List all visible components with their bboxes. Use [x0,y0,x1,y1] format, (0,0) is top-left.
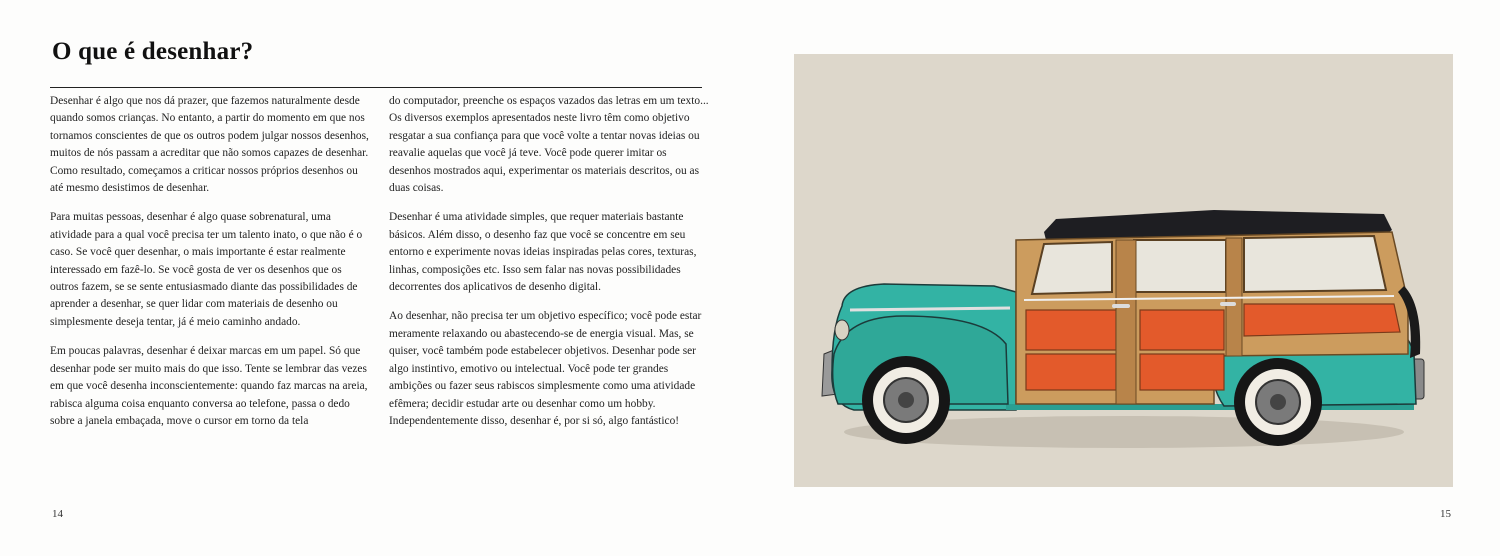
left-text-column [50,93,372,442]
panel-2 [1026,354,1116,390]
panel-4 [1140,354,1224,390]
right-text-column [389,93,711,442]
page-number-left: 14 [52,508,63,520]
paragraph: Ao desenhar, não precisa ter um objetivo específico; você pode estar meramente relaxando ou abastecendo-se de energia visual. Mas, se quiser, você também pode estabelecer objetivos. Desenhar pode ser algo instintivo, emotivo ou intelectual. Você pode ter grandes ambições ou fazer seus rabiscos simplesmente como uma atividade efêmera; decidir estudar arte ou desenhar como um hobby. Independentemente disso, desenhar é, por si só, algo fantástico! [389,310,702,427]
panel-1 [1026,310,1116,350]
paragraph: Desenhar é uma atividade simples, que requer materiais bastante básicos. Além disso, o desenho faz que você se concentre em seu entorno e experimente novas ideias inspiradas pelas cores, texturas, linhas, composições etc. Isso sem falar nas novas possibilidades decorrentes dos aplicativos de desenho digital. [389,211,697,294]
pillar-1 [1116,240,1136,404]
woody-wagon-drawing [794,54,1453,487]
window-front [1032,242,1112,294]
window-middle [1134,240,1226,292]
door-handle [1220,302,1236,306]
chrome-trim-front [850,308,1010,310]
panel-3 [1140,310,1224,350]
page-number-right: 15 [1440,508,1451,520]
front-wheel [862,356,950,444]
title-rule [50,87,702,88]
page-title: O que é desenhar? [52,38,254,65]
rear-wheel [1234,358,1322,446]
paragraph: do computador, preenche os espaços vazados das letras em um texto... Os diversos exemplos apresentados neste livro têm como objetivo resgatar a sua confiança para que você volte a tentar novas ideias ou reavalie aquelas que você já teve. Você pode querer imitar os desenhos mostrados aqui, experimentar os materiais descritos, ou as duas coisas. [389,95,709,195]
panel-5 [1244,304,1400,336]
paragraph: Desenhar é algo que nos dá prazer, que fazemos naturalmente desde quando somos crianças. No entanto, a partir do momento em que nos tornamos conscientes de que os outros podem julgar nossos desenhos, muitos de nós passam a acreditar que não somos capazes de desenhar. Como resultado, começamos a criticar nossos próprios desenhos ou até mesmo desistimos de desenhar. [50,95,369,195]
paragraph: Em poucas palavras, desenhar é deixar marcas em um papel. Só que desenhar pode ser muito mais do que isso. Tente se lembrar das vezes em que você desenha inconscientemente: quando faz marcas na areia, rabisca alguma coisa enquanto conversa ao telefone, passa o dedo sobre a janela embaçada, move o cursor em torno da tela [50,345,368,427]
window-rear [1244,236,1386,292]
door-handle [1112,304,1130,308]
paragraph: Para muitas pessoas, desenhar é algo quase sobrenatural, uma atividade para a qual você precisa ter um talento inato, o que não é o caso. Se você quer desenhar, o mais importante é estar realmente interessado em fazê-lo. Se você gosta de ver os desenhos que os outros fazem, se se sente entusiasmado diante das possibilidades de aprender a desenhar, se quer lidar com materiais de desenho ou simplesmente deseja tentar, já é meio caminho andado. [50,211,363,328]
car-illustration [794,54,1453,487]
headlight [835,320,849,340]
